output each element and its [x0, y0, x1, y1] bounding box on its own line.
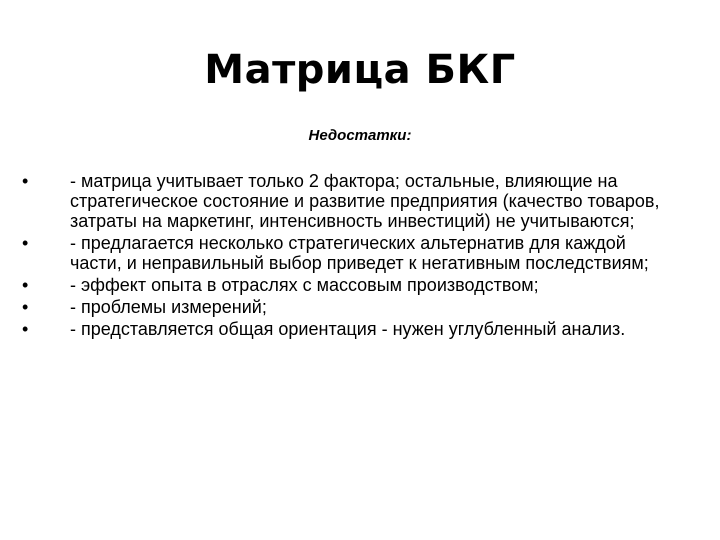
bullet-icon: • — [22, 233, 29, 253]
bullet-item — [22, 171, 682, 231]
bullet-icon: • — [22, 275, 29, 295]
bullet-item — [22, 297, 682, 317]
bullet-item — [22, 275, 682, 295]
bullet-list — [22, 171, 682, 341]
bullet-text: - представляется общая ориентация - нужен углубленный анализ. — [70, 319, 626, 339]
bullet-item — [22, 319, 682, 339]
bullet-text: - проблемы измерений; — [70, 297, 267, 317]
slide-subtitle: Недостатки: — [308, 127, 412, 144]
bullet-text: - эффект опыта в отраслях с массовым производством; — [70, 275, 539, 295]
bullet-text: - матрица учитывает только 2 фактора; остальные, влияющие на стратегическое состояние и развитие предприятия (качество товаров, затраты на маркетинг, интенсивность инвестиций) не учитываются; — [70, 171, 660, 231]
bullet-icon: • — [22, 297, 29, 317]
slide-title: Матрица БКГ — [204, 47, 516, 93]
bullet-text: - предлагается несколько стратегических альтернатив для каждой части, и неправильный выбор приведет к негативным последствиям; — [70, 233, 649, 273]
bullet-item — [22, 233, 682, 273]
bullet-icon: • — [22, 319, 29, 339]
bullet-icon: • — [22, 171, 29, 191]
